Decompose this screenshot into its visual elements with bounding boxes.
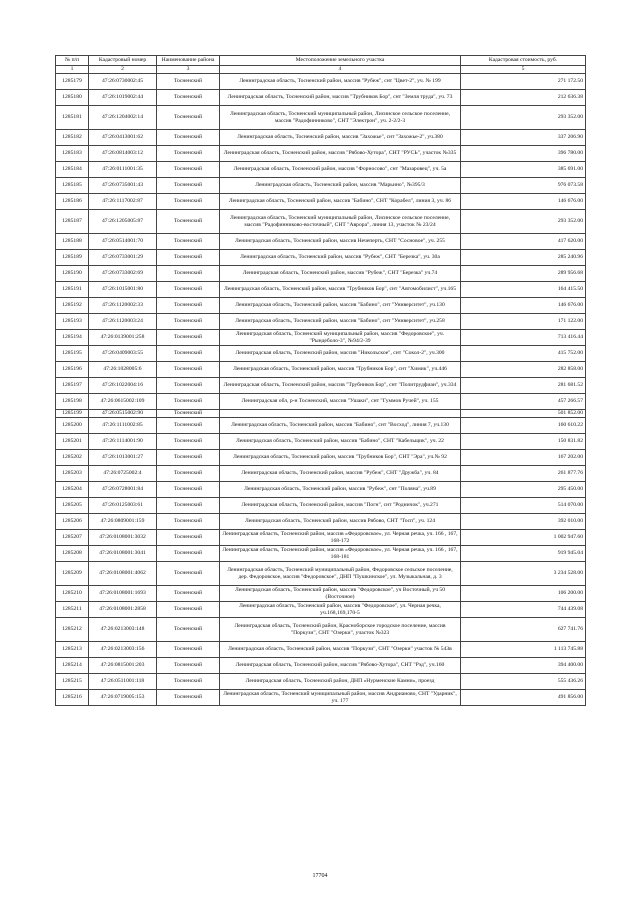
row-number-cell: 1285197 [56, 378, 89, 394]
cadastral-number-cell: 47:26:1205005:87 [89, 210, 157, 234]
district-cell: Тосненский [157, 346, 220, 362]
row-number-cell: 1285186 [56, 194, 89, 210]
table-row [56, 418, 586, 434]
cadastral-number-cell: 47:26:0139001:258 [89, 330, 157, 346]
table-row [56, 178, 586, 194]
cadastral-cost-cell: 713 416.44 [461, 330, 586, 346]
district-cell: Тосненский [157, 514, 220, 530]
cadastral-cost-cell: 919 945.04 [461, 546, 586, 562]
cadastral-cost-cell: 337 206.90 [461, 130, 586, 146]
table-row [56, 498, 586, 514]
page-number: 17704 [312, 873, 328, 879]
cadastral-cost-cell: 150 831.82 [461, 434, 586, 450]
table-row [56, 586, 586, 602]
row-number-cell: 1285180 [56, 90, 89, 106]
location-cell: Ленинградская область, Тосненский район, массив "Бабино", снт "Университет", уч.130 [220, 298, 461, 314]
location-cell: Ленинградская область, Тосненский район, массив "Рябово-Хутора", СНТ "Рэд", уч.160 [220, 658, 461, 674]
district-cell: Тосненский [157, 530, 220, 546]
table-row [56, 410, 586, 418]
row-number-cell: 1285195 [56, 346, 89, 362]
cadastral-cost-cell: 491 856.00 [461, 690, 586, 706]
location-cell: Ленинградская область, Тосненский район, массив "Бабино", снт "Восход", линия 7, уч.130 [220, 418, 461, 434]
cadastral-cost-cell: 171 122.00 [461, 314, 586, 330]
row-number-cell: 1285207 [56, 530, 89, 546]
row-number-cell: 1285179 [56, 74, 89, 90]
cadastral-cost-cell: 555 436.26 [461, 674, 586, 690]
district-cell: Тосненский [157, 618, 220, 642]
location-cell: Ленинградская область, Тосненский район, массив "Никольское", снт "Сокол-2", уч.300 [220, 346, 461, 362]
row-number-cell: 1285215 [56, 674, 89, 690]
cadastral-number-cell: 47:26:0733001:29 [89, 250, 157, 266]
table-row [56, 394, 586, 410]
table-row [56, 618, 586, 642]
table-row [56, 90, 586, 106]
location-cell: Ленинградская область, Тосненский район, массив «Федоровское», ул. Черная речка, уч. 166 , 167, 168-181 [220, 546, 461, 562]
table-row [56, 330, 586, 346]
cadastral-cost-cell: 457 266.57 [461, 394, 586, 410]
district-cell: Тосненский [157, 658, 220, 674]
location-cell: Ленинградская область, Тосненский район, ДНП «Нурменские Камни», проезд [220, 674, 461, 690]
district-cell: Тосненский [157, 298, 220, 314]
location-cell: Ленинградская область, Тосненский район, массив «Федоровское», ул. Черная речка, уч. 166 , 167, 168-172 [220, 530, 461, 546]
table-row [56, 658, 586, 674]
location-cell: Ленинградская область, Тосненский муниципальный район, Лисинское сельское поселение, массив "Радофинниково-восточный", СНТ "Аврора", линия 13, участок № 23/24 [220, 210, 461, 234]
row-number-cell: 1285211 [56, 602, 89, 618]
table-row [56, 194, 586, 210]
location-cell [220, 410, 461, 418]
cadastral-cost-cell: 976 073.58 [461, 178, 586, 194]
cadastral-cost-cell: 396 780.00 [461, 146, 586, 162]
location-cell: Ленинградская область, Тосненский район, массив "Рубеж", СНТ "Березка" уч.74 [220, 266, 461, 282]
table-row [56, 362, 586, 378]
district-cell: Тосненский [157, 450, 220, 466]
cadastral-number-cell: 47:26:0125003:61 [89, 498, 157, 514]
district-cell: Тосненский [157, 330, 220, 346]
district-cell: Тосненский [157, 210, 220, 234]
column-number: 1 [56, 66, 89, 74]
location-cell: Ленинградская область, Тосненский район, массив Рябово, СНТ "Тосп", уч. 124 [220, 514, 461, 530]
cadastral-number-cell: 47:26:0409003:55 [89, 346, 157, 362]
row-number-cell: 1285196 [56, 362, 89, 378]
cadastral-cost-cell: 106 200.00 [461, 586, 586, 602]
location-cell: Ленинградская область, Тосненский район, массив "Бабино", СНТ "Корабел", линия 3, уч. 86 [220, 194, 461, 210]
location-cell: Ленинградская область, Тосненский район, массив "Рубеж", СНТ "Дружба", уч. 84 [220, 466, 461, 482]
cadastral-number-cell: 47:26:0108001:2858 [89, 602, 157, 618]
location-cell: Ленинградская область, Тосненский район, массив "Марьино", №395/3 [220, 178, 461, 194]
header-row-number: № п/п [56, 56, 89, 66]
district-cell: Тосненский [157, 234, 220, 250]
cadastral-cost-cell: 3 234 528.00 [461, 562, 586, 586]
table-row [56, 298, 586, 314]
cadastral-cost-cell: 289 956.68 [461, 266, 586, 282]
cadastral-number-cell: 47:26:1111002:85 [89, 418, 157, 434]
table-row [56, 266, 586, 282]
row-number-cell: 1285190 [56, 266, 89, 282]
row-number-cell: 1285192 [56, 298, 89, 314]
table-row [56, 314, 586, 330]
location-cell: Ленинградская область, Тосненский район, массив "Бабино", СНТ "Кабельщик", уч. 22 [220, 434, 461, 450]
cadastral-number-cell: 47:26:0725002:4 [89, 466, 157, 482]
column-number: 3 [157, 66, 220, 74]
district-cell: Тосненский [157, 498, 220, 514]
location-cell: Ленинградская область, Тосненский район, массив "Рубеж", снт "Цвет-2", уч. № 199 [220, 74, 461, 90]
row-number-cell: 1285191 [56, 282, 89, 298]
table-row [56, 74, 586, 90]
header-cadastral-number: Кадастровый номер [89, 56, 157, 66]
cadastral-number-cell: 47:26:0511001:118 [89, 674, 157, 690]
cadastral-cost-cell: 627 741.76 [461, 618, 586, 642]
table-row [56, 690, 586, 706]
district-cell: Тосненский [157, 602, 220, 618]
cadastral-number-cell: 47:26:0809001:159 [89, 514, 157, 530]
cadastral-cost-cell: 282 858.00 [461, 362, 586, 378]
row-number-cell: 1285216 [56, 690, 89, 706]
cadastral-number-cell: 47:26:1120003:24 [89, 314, 157, 330]
cadastral-number-cell: 47:26:1019002:44 [89, 90, 157, 106]
location-cell: Ленинградская область, Тосненский муниципальный район, Федоровское сельское поселение, дер. Федоровское, массив "Федоровское", ДНП "Пушкинское", ул. Музыкальная, д. 3 [220, 562, 461, 586]
cadastral-number-cell: 47:26:0514001:70 [89, 234, 157, 250]
table-body [56, 74, 586, 706]
row-number-cell: 1285212 [56, 618, 89, 642]
row-number-cell: 1285193 [56, 314, 89, 330]
location-cell: Ленинградская область, Тосненский муниципальный район, Лисинское сельское поселение, массив "Радофинниково", СНТ "Электрон", уч. 2-2/2-3 [220, 106, 461, 130]
location-cell: Ленинградская область, Тосненский район, массив "Трубников Бор", снт "Автомобилист", уч.165 [220, 282, 461, 298]
district-cell: Тосненский [157, 418, 220, 434]
cadastral-cost-cell: 392 010.00 [461, 514, 586, 530]
table-row [56, 282, 586, 298]
row-number-cell: 1285213 [56, 642, 89, 658]
row-number-cell: 1285214 [56, 658, 89, 674]
table-row [56, 146, 586, 162]
cadastral-cost-cell: 285 240.96 [461, 250, 586, 266]
table-row [56, 562, 586, 586]
location-cell: Ленинградская область, Тосненский район, массив "Захожье", снт "Захожье-2", уч.380 [220, 130, 461, 146]
table-row [56, 482, 586, 498]
cadastral-number-cell: 47:26:0735001:43 [89, 178, 157, 194]
column-number-row [56, 66, 586, 74]
district-cell: Тосненский [157, 362, 220, 378]
cadastral-number-cell: 47:26:1120002:33 [89, 298, 157, 314]
location-cell: Ленинградская область, Тосненский район, массив "Трубников Бор", снт "Политрудфиан", уч.334 [220, 378, 461, 394]
location-cell: Ленинградская обл, р-н Тосненский, массив "Ушаки", снт "Гуммов Ручей", уч. 155 [220, 394, 461, 410]
district-cell: Тосненский [157, 266, 220, 282]
column-header-row [56, 56, 586, 66]
location-cell: Ленинградская область, Тосненский район, массив "Рубеж", снт "Поляна", уч.89 [220, 482, 461, 498]
cadastral-number-cell: 47:26:0515002:90 [89, 410, 157, 418]
cadastral-number-cell: 47:26:1028005:6 [89, 362, 157, 378]
table-row [56, 514, 586, 530]
column-number: 4 [220, 66, 461, 74]
cadastral-number-cell: 47:26:0108001:1693 [89, 586, 157, 602]
district-cell: Тосненский [157, 674, 220, 690]
district-cell: Тосненский [157, 546, 220, 562]
table-row [56, 434, 586, 450]
location-cell: Ленинградская область, Тосненский район, массив "Погн", снт "Родничок", уч.271 [220, 498, 461, 514]
district-cell: Тосненский [157, 250, 220, 266]
cadastral-number-cell: 47:26:0108001:4062 [89, 562, 157, 586]
header-district-name: Наименование района [157, 56, 220, 66]
cadastral-value-table [55, 55, 586, 706]
row-number-cell: 1285203 [56, 466, 89, 482]
district-cell: Тосненский [157, 146, 220, 162]
cadastral-number-cell: 47:26:0213003:156 [89, 642, 157, 658]
location-cell: Ленинградская область, Тосненский район, массив "Федоровское", уч Восточный, уч 50 (Восточное) [220, 586, 461, 602]
district-cell: Тосненский [157, 562, 220, 586]
cadastral-number-cell: 47:26:1015001:80 [89, 282, 157, 298]
cadastral-number-cell: 47:26:1204002:14 [89, 106, 157, 130]
district-cell: Тосненский [157, 378, 220, 394]
cadastral-number-cell: 47:26:0108001:3041 [89, 546, 157, 562]
cadastral-number-cell: 47:26:1013001:27 [89, 450, 157, 466]
cadastral-cost-cell: 415 752.00 [461, 346, 586, 362]
table-row [56, 234, 586, 250]
cadastral-number-cell: 47:26:0108001:3032 [89, 530, 157, 546]
cadastral-cost-cell: 385 691.00 [461, 162, 586, 178]
row-number-cell: 1285187 [56, 210, 89, 234]
cadastral-number-cell: 47:26:0213003:148 [89, 618, 157, 642]
cadastral-cost-cell: 146 676.00 [461, 298, 586, 314]
row-number-cell: 1285188 [56, 234, 89, 250]
location-cell: Ленинградская область, Тосненский район, массив "Трубников Бор", снт "Химик", уч.446 [220, 362, 461, 378]
cadastral-cost-cell: 293 352.00 [461, 210, 586, 234]
header-location: Местоположение земельного участка [220, 56, 461, 66]
cadastral-cost-cell: 394 400.00 [461, 658, 586, 674]
row-number-cell: 1285205 [56, 498, 89, 514]
district-cell: Тосненский [157, 482, 220, 498]
cadastral-number-cell: 47:26:0730002:45 [89, 74, 157, 90]
district-cell: Тосненский [157, 410, 220, 418]
cadastral-cost-cell: 164 415.50 [461, 282, 586, 298]
cadastral-cost-cell: 167 202.00 [461, 450, 586, 466]
table-row [56, 250, 586, 266]
table-row [56, 346, 586, 362]
row-number-cell: 1285184 [56, 162, 89, 178]
location-cell: Ленинградская область, Тосненский муниципальный район, массив Андрианово, СНТ "Ударник", уч. 177 [220, 690, 461, 706]
column-number: 2 [89, 66, 157, 74]
district-cell: Тосненский [157, 162, 220, 178]
cadastral-cost-cell: 295 450.00 [461, 482, 586, 498]
district-cell: Тосненский [157, 690, 220, 706]
district-cell: Тосненский [157, 586, 220, 602]
table-row [56, 674, 586, 690]
row-number-cell: 1285206 [56, 514, 89, 530]
cadastral-cost-cell: 261 877.76 [461, 466, 586, 482]
cadastral-cost-cell: 744 439.08 [461, 602, 586, 618]
row-number-cell: 1285185 [56, 178, 89, 194]
location-cell: Ленинградская область, Тосненский муниципальный район, массив "Федоровское", уч. "Рындеболо-3", №94/2-39 [220, 330, 461, 346]
district-cell: Тосненский [157, 466, 220, 482]
table-row [56, 106, 586, 130]
cadastral-number-cell: 47:26:1022004:16 [89, 378, 157, 394]
location-cell: Ленинградская область, Тосненский район, массив Нечеперть, СНТ "Сосновое", уч. 255 [220, 234, 461, 250]
location-cell: Ленинградская область, Тосненский район, массив "Трубников Бор", СНТ "Эра", уч.№ 92 [220, 450, 461, 466]
table-row [56, 378, 586, 394]
location-cell: Ленинградская область, Тосненский район, массив "Трубников Бор", снт "Земля труда", уч. 73 [220, 90, 461, 106]
cadastral-number-cell: 47:26:1117002:87 [89, 194, 157, 210]
cadastral-number-cell: 47:26:0814003:12 [89, 146, 157, 162]
cadastral-cost-cell: 281 681.52 [461, 378, 586, 394]
cadastral-cost-cell: 160 610.22 [461, 418, 586, 434]
cadastral-cost-cell: 271 172.50 [461, 74, 586, 90]
table-row [56, 162, 586, 178]
cadastral-cost-cell: 417 620.00 [461, 234, 586, 250]
row-number-cell: 1285181 [56, 106, 89, 130]
cadastral-number-cell: 47:26:0719005:153 [89, 690, 157, 706]
row-number-cell: 1285202 [56, 450, 89, 466]
cadastral-number-cell: 47:26:0111001:35 [89, 162, 157, 178]
district-cell: Тосненский [157, 194, 220, 210]
district-cell: Тосненский [157, 90, 220, 106]
location-cell: Ленинградская область, Тосненский район, массив "Бабино", снт "Университет", уч.258 [220, 314, 461, 330]
row-number-cell: 1285189 [56, 250, 89, 266]
cadastral-number-cell: 47:26:0733002:69 [89, 266, 157, 282]
district-cell: Тосненский [157, 394, 220, 410]
district-cell: Тосненский [157, 178, 220, 194]
cadastral-number-cell: 47:26:0413001:62 [89, 130, 157, 146]
cadastral-cost-cell: 212 636.38 [461, 90, 586, 106]
cadastral-number-cell: 47:26:0815001:203 [89, 658, 157, 674]
district-cell: Тосненский [157, 106, 220, 130]
cadastral-cost-cell: 501 852.00 [461, 410, 586, 418]
table-row [56, 642, 586, 658]
table-row [56, 530, 586, 546]
location-cell: Ленинградская область, Тосненский район, массив "Федоровское", ул. Черная речка, уч.168,169,170-5 [220, 602, 461, 618]
district-cell: Тосненский [157, 434, 220, 450]
table-row [56, 130, 586, 146]
table-row [56, 450, 586, 466]
table-row [56, 466, 586, 482]
row-number-cell: 1285208 [56, 546, 89, 562]
cadastral-number-cell: 47:26:0615002:109 [89, 394, 157, 410]
cadastral-cost-cell: 1 002 947.60 [461, 530, 586, 546]
district-cell: Тосненский [157, 130, 220, 146]
location-cell: Ленинградская область, Тосненский район, массив "Рубеж", СНТ "Березка", уч. 30а [220, 250, 461, 266]
row-number-cell: 1285183 [56, 146, 89, 162]
cadastral-number-cell: 47:26:0728001:84 [89, 482, 157, 498]
district-cell: Тосненский [157, 282, 220, 298]
location-cell: Ленинградская область, Тосненский район, массив "Форносово", снт "Мазаровец", уч. 5а [220, 162, 461, 178]
row-number-cell: 1285194 [56, 330, 89, 346]
cadastral-cost-cell: 293 352.00 [461, 106, 586, 130]
row-number-cell: 1285209 [56, 562, 89, 586]
row-number-cell: 1285210 [56, 586, 89, 602]
row-number-cell: 1285182 [56, 130, 89, 146]
table-row [56, 546, 586, 562]
district-cell: Тосненский [157, 642, 220, 658]
cadastral-cost-cell: 146 676.00 [461, 194, 586, 210]
cadastral-cost-cell: 1 113 745.88 [461, 642, 586, 658]
row-number-cell: 1285204 [56, 482, 89, 498]
column-number: 5 [461, 66, 586, 74]
document-page [55, 55, 585, 706]
table-row [56, 210, 586, 234]
cadastral-cost-cell: 514 070.00 [461, 498, 586, 514]
district-cell: Тосненский [157, 74, 220, 90]
location-cell: Ленинградская область, Тосненский район, Красноборское городское поселение, массив "Поркузи", СНТ "Озерки", участок №323 [220, 618, 461, 642]
header-cadastral-cost: Кадастровая стоимость, руб. [461, 56, 586, 66]
row-number-cell: 1285201 [56, 434, 89, 450]
location-cell: Ленинградская область, Тосненский район, массив "Поркузи", СНТ "Озерки" участок № 543в [220, 642, 461, 658]
location-cell: Ленинградская область, Тосненский район, массив "Рябово-Хутора", СНТ "РУСЬ", участок №335 [220, 146, 461, 162]
table-row [56, 602, 586, 618]
cadastral-number-cell: 47:26:1114001:90 [89, 434, 157, 450]
row-number-cell: 1285200 [56, 418, 89, 434]
row-number-cell: 1285199 [56, 410, 89, 418]
district-cell: Тосненский [157, 314, 220, 330]
row-number-cell: 1285198 [56, 394, 89, 410]
